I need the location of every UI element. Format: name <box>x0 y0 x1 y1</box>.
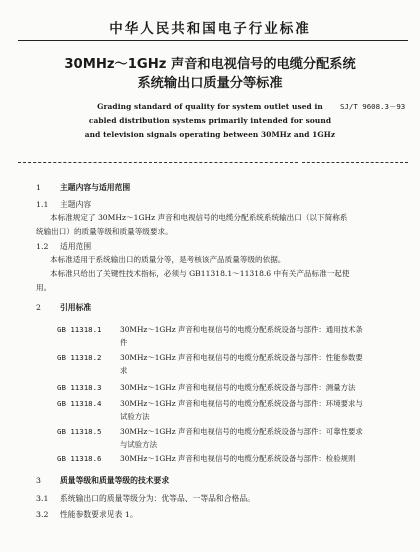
ref-text: 30MHz～1GHz 声音和电视信号的电缆分配系统设备与部件：可靠性要求 <box>120 427 363 436</box>
ref-code: GB 11318.3 <box>57 383 102 392</box>
english-title-line-3: and television signals operating between 30MHz and 1GHz <box>84 130 336 139</box>
ref-text: 30MHz～1GHz 声音和电视信号的电缆分配系统设备与部件：环境要求与 <box>120 399 363 408</box>
section-1-2-text-line-3: 用。 <box>36 283 52 292</box>
ref-text-cont: 求 <box>120 366 128 375</box>
section-1-1-text-line-1: 本标准规定了 30MHz～1GHz 声音和电视信号的电缆分配系统系统输出口（以下简称系 <box>50 213 348 222</box>
doc-title-line-2: 系统输出口质量分等标准 <box>137 76 283 91</box>
section-3-1-text: 系统输出口的质量等级分为：优等品、一等品和合格品。 <box>60 494 255 503</box>
header-rule <box>18 40 408 41</box>
section-1-2-text-line-1: 本标准适用于系统输出口的质量分等，是考核该产品质量等级的依据。 <box>50 255 286 264</box>
ref-text: 30MHz～1GHz 声音和电视信号的电缆分配系统设备与部件：测量方法 <box>120 383 356 392</box>
section-3-number: 3 <box>36 476 41 485</box>
english-title-line-2: cabled distribution systems primarily intended for sound <box>88 116 332 125</box>
section-1-number: 1 <box>36 183 41 192</box>
ref-code: GB 11318.1 <box>57 325 102 334</box>
section-2-number: 2 <box>36 303 41 312</box>
section-1-title: 主题内容与适用范围 <box>60 183 131 192</box>
section-2-title: 引用标准 <box>60 303 92 312</box>
section-1-1-title: 主题内容 <box>60 200 92 209</box>
ref-code: GB 11318.6 <box>57 454 102 463</box>
section-3-2-number: 3.2 <box>36 510 49 519</box>
section-1-1-number: 1.1 <box>36 200 49 209</box>
section-3-2-text: 性能参数要求见表 1。 <box>60 510 138 519</box>
doc-title-line-1: 30MHz～1GHz 声音和电视信号的电缆分配系统 <box>64 57 356 72</box>
ref-text-cont: 件 <box>120 338 128 347</box>
ref-text: 30MHz～1GHz 声音和电视信号的电缆分配系统设备与部件：通用技术条 <box>120 325 363 334</box>
standard-header: 中华人民共和国电子行业标准 <box>109 21 311 37</box>
ref-text: 30MHz～1GHz 声音和电视信号的电缆分配系统设备与部件：检验规则 <box>120 454 356 463</box>
section-3-title: 质量等级和质量等级的技术要求 <box>60 476 170 485</box>
divider-right <box>302 162 408 163</box>
section-1-1-text-line-2: 统输出口）的质量等级和质量等级要求。 <box>36 227 173 236</box>
ref-text: 30MHz～1GHz 声音和电视信号的电缆分配系统设备与部件：性能参数要 <box>120 353 363 362</box>
ref-code: GB 11318.2 <box>57 353 102 362</box>
english-title-line-1: Grading standard of quality for system outlet used in <box>97 102 323 111</box>
ref-text-cont: 试验方法 <box>120 412 150 421</box>
section-1-2-number: 1.2 <box>36 242 49 251</box>
standard-number: SJ/T 9608.3－93 <box>340 102 406 111</box>
ref-text-cont: 与试验方法 <box>120 440 157 449</box>
divider-left <box>18 162 298 163</box>
section-1-2-text-line-2: 本标准只给出了关键性技术指标，必须与 GB11318.1～11318.6 中有关产品标准一起使 <box>50 269 350 278</box>
section-1-2-title: 适用范围 <box>60 242 92 251</box>
ref-code: GB 11318.5 <box>57 427 102 436</box>
ref-code: GB 11318.4 <box>57 399 102 408</box>
section-3-1-number: 3.1 <box>36 494 49 503</box>
